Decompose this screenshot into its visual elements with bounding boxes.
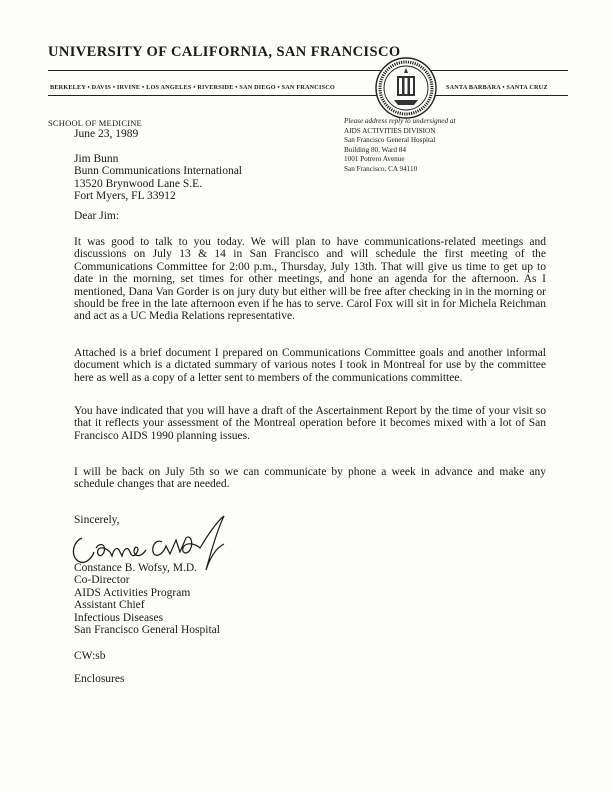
body-paragraph-1: It was good to talk to you today. We will plan to have communications-related meetings and discussions on July 13 & 14 in San Francisco and will schedule the first meeting of the Communications Committee for 2:00 p.m., Thursday, July 13th. That will give us time to get up to date in the morning, set times for other meetings, and hone an agenda for the afternoon. As I mentioned, Dana Van Gorder is on jury duty but either will be free after checking in in the morning or should be free in the late afternoon even if he has to serve. Carol Fox will sit in for Michela Reichman and act as a UC Media Relations representative. <box>74 236 546 323</box>
recipient-line-2: Bunn Communications International <box>74 165 243 178</box>
salutation: Dear Jim: <box>74 210 120 222</box>
letterhead-university: UNIVERSITY OF CALIFORNIA, SAN FRANCISCO <box>48 44 401 60</box>
reply-line-2: San Francisco General Hospital <box>344 136 436 145</box>
body-paragraph-3: You have indicated that you will have a draft of the Ascertainment Report by the time of your visit so that it reflects your assessment of the Montreal operation before it becomes mixed with a lot of San Francisco AIDS 1990 planning issues. <box>74 405 546 442</box>
body-paragraph-4: I will be back on July 5th so we can communicate by phone a week in advance and make any schedule changes that are needed. <box>74 466 546 491</box>
letterhead-rule-top <box>48 70 568 71</box>
signer-line-6: San Francisco General Hospital <box>74 624 220 637</box>
reply-line-1: AIDS ACTIVITIES DIVISION <box>344 126 436 135</box>
recipient-line-4: Fort Myers, FL 33912 <box>74 190 176 203</box>
signer-name: Constance B. Wofsy, M.D. <box>74 562 198 574</box>
letterhead-rule-bottom <box>48 95 568 96</box>
reply-line-3: Building 80, Ward 84 <box>344 145 406 154</box>
enclosures: Enclosures <box>74 673 125 685</box>
signer-line-2: Co-Director <box>74 574 130 587</box>
university-seal-icon <box>374 56 438 120</box>
reply-note: Please address reply to undersigned at <box>344 117 456 125</box>
reply-line-4: 1001 Potrero Avenue <box>344 155 405 164</box>
school-name: SCHOOL OF MEDICINE <box>48 118 142 128</box>
initials: CW:sb <box>74 650 106 662</box>
closing: Sincerely, <box>74 514 120 526</box>
recipient-line-3: 13520 Brynwood Lane S.E. <box>74 177 203 190</box>
letter-date: June 23, 1989 <box>74 128 139 140</box>
recipient-line-1: Jim Bunn <box>74 153 119 165</box>
signature-block <box>74 562 220 636</box>
body-paragraph-2: Attached is a brief document I prepared on Communications Committee goals and another informal document which is a dictated summary of various notes I took in Montreal for use by the committee here as well as a copy of a letter sent to members of the communications committee. <box>74 347 546 384</box>
signer-line-4: Assistant Chief <box>74 599 145 612</box>
campus-list-right: SANTA BARBARA • SANTA CRUZ <box>446 84 548 91</box>
reply-address-block <box>344 117 455 175</box>
reply-line-5: San Francisco, CA 94110 <box>344 164 418 173</box>
signer-line-5: Infectious Diseases <box>74 611 164 624</box>
recipient-address <box>74 153 242 203</box>
campus-list-left: BERKELEY • DAVIS • IRVINE • LOS ANGELES • RIVERSIDE • SAN DIEGO • SAN FRANCISCO <box>50 84 335 91</box>
signer-line-3: AIDS Activities Program <box>74 586 191 599</box>
